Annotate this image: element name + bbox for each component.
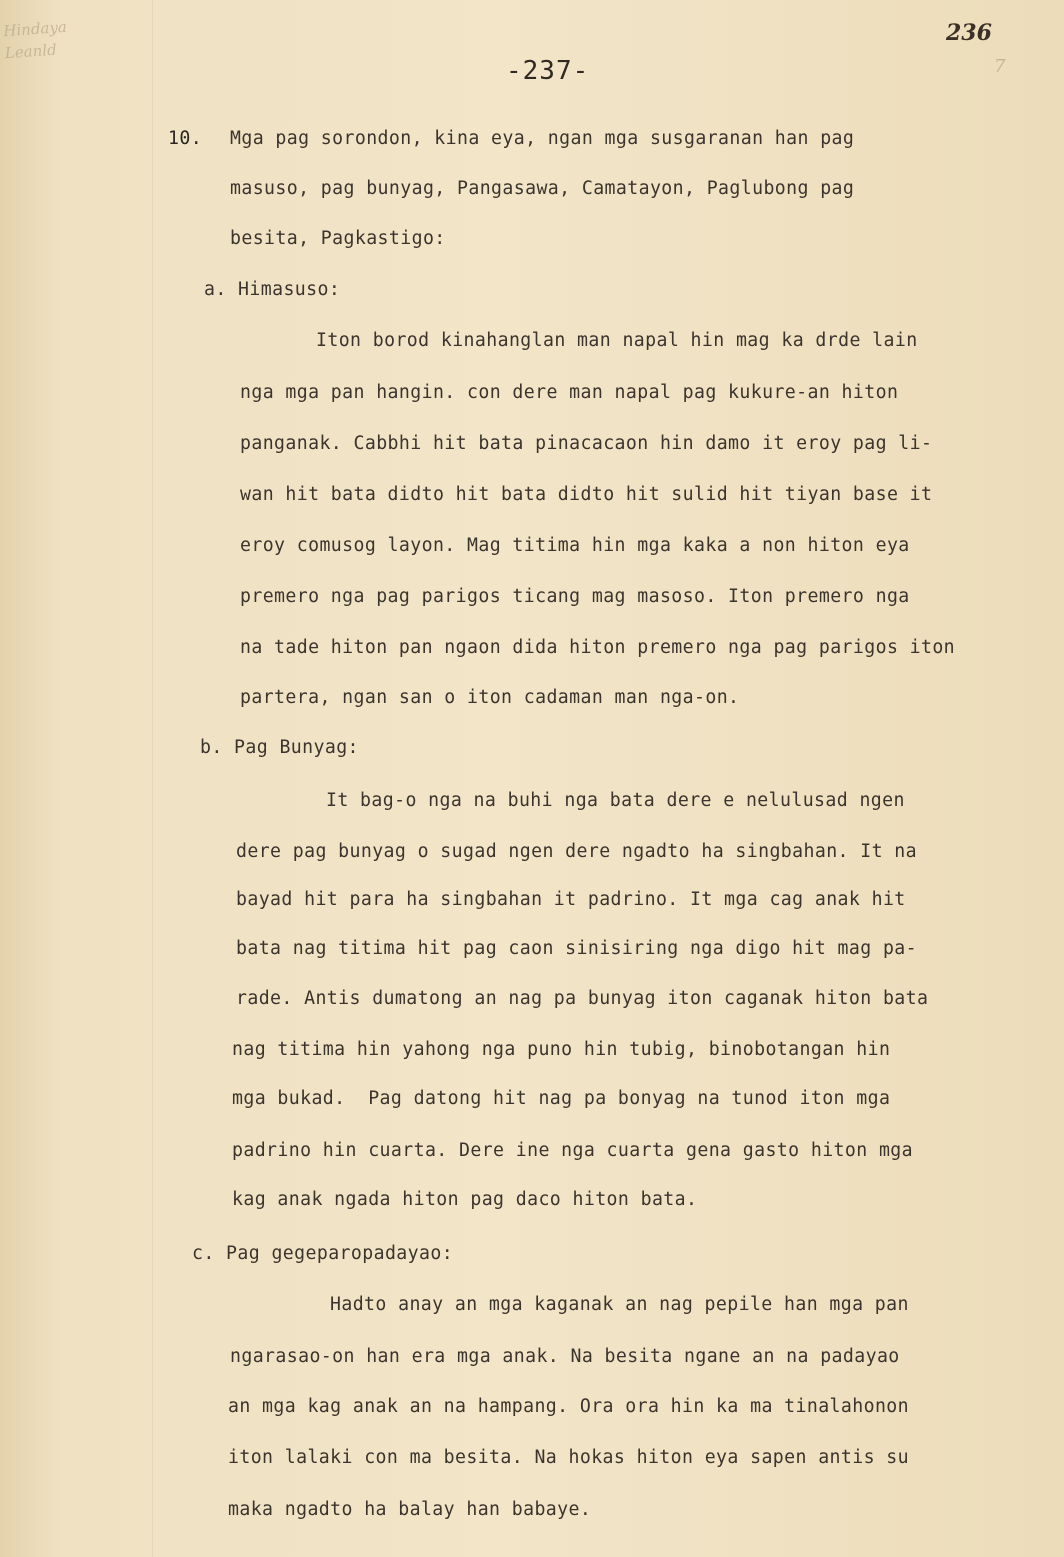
section-a-line: partera, ngan san o iton cadaman man nga-on. xyxy=(240,687,740,708)
intro-line: besita, Pagkastigo: xyxy=(230,228,446,249)
section-number: 10. xyxy=(168,128,203,149)
section-b-line: kag anak ngada hiton pag daco hiton bata. xyxy=(232,1189,698,1210)
section-a-line: panganak. Cabbhi hit bata pinacacaon hin damo it eroy pag li- xyxy=(240,433,933,454)
section-c-line: maka ngadto ha balay han babaye. xyxy=(228,1499,592,1520)
section-a-line: na tade hiton pan ngaon dida hiton premero nga pag parigos iton xyxy=(240,637,956,658)
section-c-heading: c. Pag gegeparopadayao: xyxy=(192,1243,454,1264)
margin-note-line: Leanld xyxy=(4,40,58,63)
margin-shadow xyxy=(152,0,153,1557)
section-a-line: nga mga pan hangin. con dere man napal pag kukure-an hiton xyxy=(240,382,899,403)
section-c-line: iton lalaki con ma besita. Na hokas hiton eya sapen antis su xyxy=(228,1447,909,1468)
section-c-line: Hadto anay an mga kaganak an nag pepile han mga pan xyxy=(330,1294,909,1315)
section-b-line: rade. Antis dumatong an nag pa bunyag iton caganak hiton bata xyxy=(236,988,929,1009)
section-a-line: wan hit bata didto hit bata didto hit sulid hit tiyan base it xyxy=(240,484,933,505)
page-number: -237- xyxy=(506,56,590,86)
section-b-line: bayad hit para ha singbahan it padrino. It mga cag anak hit xyxy=(236,889,906,910)
section-b-line: padrino hin cuarta. Dere ine nga cuarta gena gasto hiton mga xyxy=(232,1140,913,1161)
section-a-line: premero nga pag parigos ticang mag masoso. Iton premero nga xyxy=(240,586,910,607)
section-c-line: ngarasao-on han era mga anak. Na besita ngane an na padayao xyxy=(230,1346,900,1367)
intro-line: masuso, pag bunyag, Pangasawa, Camatayon, Paglubong pag xyxy=(230,178,855,199)
section-b-heading: b. Pag Bunyag: xyxy=(200,737,359,758)
section-b-line: dere pag bunyag o sugad ngen dere ngadto ha singbahan. It na xyxy=(236,841,917,862)
section-b-line: bata nag titima hit pag caon sinisiring nga digo hit mag pa- xyxy=(236,938,917,959)
section-a-line: Iton borod kinahanglan man napal hin mag ka drde lain xyxy=(316,330,918,351)
section-b-line: nag titima hin yahong nga puno hin tubig, binobotangan hin xyxy=(232,1039,891,1060)
section-c-line: an mga kag anak an na hampang. Ora ora hin ka ma tinalahonon xyxy=(228,1396,909,1417)
corner-page-number: 236 xyxy=(946,20,992,46)
corner-pencil-mark: 7 xyxy=(994,56,1006,77)
section-a-line: eroy comusog layon. Mag titima hin mga kaka a non hiton eya xyxy=(240,535,910,556)
intro-line: Mga pag sorondon, kina eya, ngan mga susgaranan han pag xyxy=(230,128,855,149)
section-b-line: mga bukad. Pag datong hit nag pa bonyag na tunod iton mga xyxy=(232,1088,891,1109)
margin-handwriting xyxy=(3,12,126,64)
margin-note-line: Hindaya xyxy=(2,17,68,41)
section-b-line: It bag-o nga na buhi nga bata dere e nelulusad ngen xyxy=(326,790,905,811)
section-a-heading: a. Himasuso: xyxy=(204,279,341,300)
